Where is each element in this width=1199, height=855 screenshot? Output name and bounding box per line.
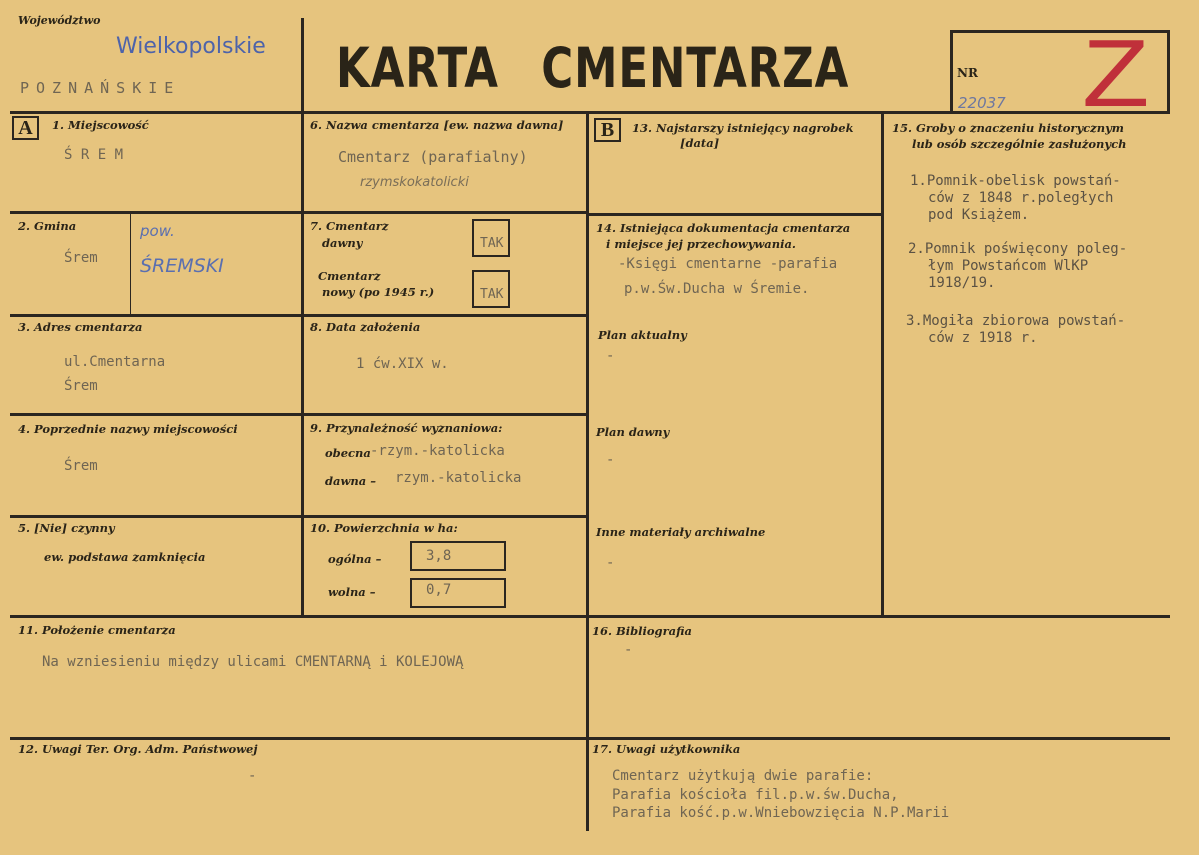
field-1-label: 1. Miejscowość [52,118,149,132]
historic-grave-line: 3.Mogiła zbiorowa powstań- [906,313,1126,329]
field-8-value: 1 ćw.XIX w. [356,356,449,372]
historic-grave-line: ców z 1918 r. [928,330,1038,346]
field-3-label: 3. Adres cmentarza [18,320,143,334]
field-2-handwritten-note: pow. [140,222,175,240]
nr-value: 22037 [958,94,1006,112]
nr-box-line [950,30,953,112]
field-10-label: 10. Powierzchnia w ha: [310,521,458,535]
field-10-free-label: wolna – [328,585,376,599]
user-remarks-line: Cmentarz użytkują dwie parafie: [612,768,874,784]
plan-former-label: Plan dawny [596,425,670,439]
page-title: KARTA CMENTARZA [336,36,850,100]
field-7-old-value: TAK [480,236,504,251]
grid-line [586,111,589,831]
nr-label: NR [957,66,978,80]
user-remarks-line: Parafia kościoła fil.p.w.św.Ducha, [612,787,899,803]
field-4-value: Śrem [64,458,98,474]
section-a-marker: A [12,116,39,140]
field-9-former-label: dawna – [325,474,376,488]
field-7-new-label-2: nowy (po 1945 r.) [322,285,435,299]
field-6-value: Cmentarz (parafialny) [338,148,528,166]
grid-line [881,111,884,615]
grid-line [10,515,588,518]
plan-former-value: - [606,452,615,468]
user-remarks-line: Parafia kość.p.w.Wniebowzięcia N.P.Marii [612,805,950,821]
field-1-value: Ś R E M [64,147,124,163]
grid-line [10,615,1170,618]
category-mark: Z [1082,20,1150,127]
field-5-closure-label: ew. podstawa zamknięcia [44,550,206,564]
wojewodztwo-old-value: POZNAŃSKIE [20,79,181,97]
other-materials-label: Inne materiały archiwalne [596,525,766,539]
field-3-value-2: Śrem [64,378,98,394]
field-10-total-box [410,541,506,571]
grid-line [10,211,588,214]
field-2-value: Śrem [64,250,98,266]
historic-grave-line: pod Książem. [928,207,1030,223]
field-14-label: 14. Istniejąca dokumentacja cmentarza [596,221,851,235]
plan-current-label: Plan aktualny [598,328,687,342]
field-10-total-label: ogólna – [328,552,382,566]
other-materials-value: - [606,555,615,571]
field-3-value-1: ul.Cmentarna [64,354,166,370]
field-2-label: 2. Gmina [18,219,77,233]
field-12-value: - [248,768,257,784]
field-6-label: 6. Nazwa cmentarza [ew. nazwa dawna] [310,118,564,132]
field-15-label-2: lub osób szczególnie zasłużonych [912,137,1127,151]
field-7-label: 7. Cmentarz [310,219,389,233]
field-14-label-2: i miejsce jej przechowywania. [606,237,796,251]
grid-line [301,18,304,615]
field-9-label: 9. Przynależność wyznaniowa: [310,421,503,435]
historic-grave-line: 1918/19. [928,275,996,291]
field-12-label: 12. Uwagi Ter. Org. Adm. Państwowej [18,742,258,756]
nr-box-line [1167,30,1170,112]
field-13-label: 13. Najstarszy istniejący nagrobek [632,121,854,135]
historic-grave-line: ców z 1848 r.poległych [928,190,1114,206]
grid-line [10,314,588,317]
field-10-free-value: 0,7 [426,582,452,598]
section-b-marker: B [594,118,621,142]
field-10-free-box [410,578,506,608]
field-7-new-box [472,270,510,308]
field-17-label: 17. Uwagi użytkownika [592,742,741,756]
field-5-label: 5. [Nie] czynny [18,521,115,535]
field-6-handwritten: rzymskokatolicki [360,175,469,190]
field-10-total-value: 3,8 [426,548,452,564]
field-9-current-value: -rzym.-katolicka [370,443,505,459]
field-9-former-value: rzym.-katolicka [395,470,522,486]
field-14-value-2: p.w.Św.Ducha w Śremie. [624,281,810,297]
grid-line [588,213,883,216]
field-16-value: - [624,642,633,658]
field-11-value: Na wzniesieniu między ulicami CMENTARNĄ i KOLEJOWĄ [42,654,464,670]
grid-line [130,211,131,314]
field-13-date-label: [data] [680,136,720,150]
plan-current-value: - [606,348,615,364]
field-14-value-1: -Księgi cmentarne -parafia [618,256,838,272]
field-7-old-box [472,219,510,257]
grid-line [10,413,588,416]
field-7-new-value: TAK [480,287,504,302]
field-7-old-label: dawny [322,236,363,250]
field-8-label: 8. Data założenia [310,320,421,334]
field-16-label: 16. Bibliografia [592,624,692,638]
historic-grave-line: łym Powstańcom WlKP [928,258,1089,274]
field-7-new-label: Cmentarz [318,269,381,283]
wojewodztwo-label: Województwo [18,14,101,27]
wojewodztwo-stamp: Wielkopolskie [116,34,266,59]
field-11-label: 11. Położenie cmentarza [18,623,176,637]
field-2-handwritten-value: ŚREMSKI [140,255,224,277]
field-4-label: 4. Poprzednie nazwy miejscowości [18,422,238,436]
field-9-current-label: obecna [325,446,371,460]
grid-line [10,737,1170,740]
historic-grave-line: 1.Pomnik-obelisk powstań- [910,173,1121,189]
historic-grave-line: 2.Pomnik poświęcony poleg- [908,241,1128,257]
field-15-label: 15. Groby o znaczeniu historycznym [892,121,1124,135]
